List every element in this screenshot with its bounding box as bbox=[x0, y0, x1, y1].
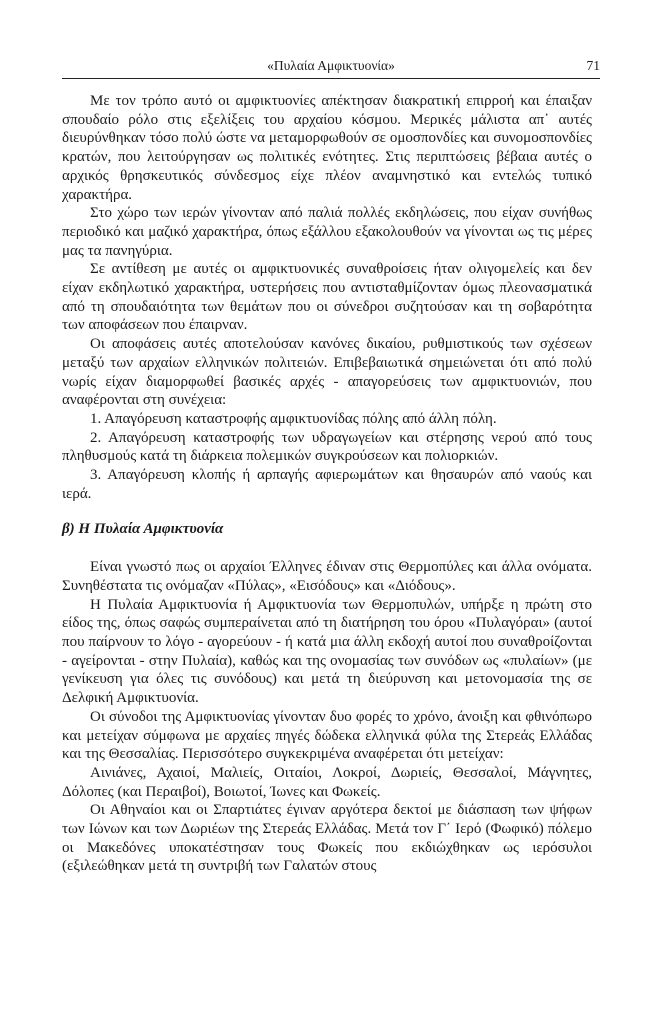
list-item: 1. Απαγόρευση καταστροφής αμφικτυονίδας πόλης από άλλη πόλη. bbox=[90, 410, 497, 427]
header-rule bbox=[62, 78, 600, 79]
paragraph: Η Πυλαία Αμφικτυονία ή Αμφικτυονία των Θερμοπυλών, υπήρξε η πρώτη στο είδος της, όπως σαφώς συμπεραίνεται από τη διατήρηση του όρου «Πυλαγόραι» (αυτοί που παίρνουν το λόγο - αγορεύουν - ή κατά μια άλλη εκδοχή αυτοί που συναθροίζονται - αγείρονται - στην Πυλαία), καθώς και της ονομασίας των συνόδων ως «πυλαίων» (με γενίκευση για όλες τις συνόδους) και μετά τη διεύρυνση και μετονομασία της σε Δελφική Αμφικτυονία. bbox=[62, 596, 592, 707]
page-number: 71 bbox=[586, 58, 600, 73]
paragraph: Οι Αθηναίοι και οι Σπαρτιάτες έγιναν αργότερα δεκτοί με διάσπαση των ψήφων των Ιώνων και των Δωριέων της Στερεάς Ελλάδας. Μετά τον Γ΄ Ιερό (Φωφικό) πόλεμο οι Μακεδόνες υποκατέστησαν τους Φωκείς που εκδιώχθηκαν ως ιερόσυλοι (εξιλεώθηκαν μετά τη συντριβή των Γαλατών στους bbox=[62, 802, 592, 875]
list-item: 3. Απαγόρευση κλοπής ή αρπαγής αφιερωμάτων και θησαυρών από ναούς και ιερά. bbox=[62, 467, 592, 502]
paragraph: Είναι γνωστό πως οι αρχαίοι Έλληνες έδιναν στις Θερμοπύλες και άλλα ονόματα. Συνηθέστατα τις ονόμαζαν «Πύλας», «Εισόδους» και «Διόδους». bbox=[62, 559, 592, 594]
running-header bbox=[62, 58, 600, 78]
list-item: 2. Απαγόρευση καταστροφής των υδραγωγείων και στέρησης νερού από τους πληθυσμούς κατά τη διάρκεια πολεμικών συγκρούσεων και πολιορκιών. bbox=[62, 429, 592, 465]
running-title: «Πυλαία Αμφικτυονία» bbox=[267, 58, 395, 73]
paragraph: Σε αντίθεση με αυτές οι αμφικτυονικές συναθροίσεις ήταν ολιγομελείς και δεν είχαν εκδηλωτικό χαρακτήρα, υστερήσεις που αντισταθμίζονταν όμως πλεονασματικά από τη σπουδαιότητα των θεμάτων που οι σύνεδροι συζητούσαν και τη σοβαρότητα των αποφάσεων που έπαιρναν. bbox=[62, 261, 592, 334]
section-heading: β) Η Πυλαία Αμφικτυονία bbox=[62, 521, 224, 538]
paragraph: Οι σύνοδοι της Αμφικτυονίας γίνονταν δυο φορές το χρόνο, άνοιξη και φθινόπωρο και μετείχαν σύμφωνα με αρχαίες πηγές δώδεκα ελληνικά φύλα της Στερεάς Ελλάδας και της Θεσσαλίας. Περισσότερο συγκεκριμένα αναφέρεται ότι μετείχαν: bbox=[62, 708, 592, 763]
body-text bbox=[62, 92, 592, 876]
paragraph: Αινιάνες, Αχαιοί, Μαλιείς, Οιταίοι, Λοκροί, Δωριείς, Θεσσαλοί, Μάγνητες, Δόλοπες (και Περαιβοί), Βοιωτοί, Ίωνες και Φωκείς. bbox=[62, 764, 592, 800]
paragraph: Στο χώρο των ιερών γίνονταν από παλιά πολλές εκδηλώσεις, που είχαν συνήθως περιοδικό και μαζικό χαρακτήρα, όπως εξάλλου εξακολουθούν να γίνονται ως τις μέρες μας τα πανηγύρια. bbox=[62, 205, 592, 259]
paragraph: Οι αποφάσεις αυτές αποτελούσαν κανόνες δικαίου, ρυθμιστικούς των σχέσεων μεταξύ των αρχαίων ελληνικών πολιτειών. Επιβεβαιωτικά σημειώνεται ότι από πολύ νωρίς είχαν διαμορφωθεί βασικές αρχές - απαγορεύσεις των αμφικτυονιών, που αναφέρονται στη συνέχεια: bbox=[62, 336, 592, 409]
paragraph: Με τον τρόπο αυτό οι αμφικτυονίες απέκτησαν διακρατική επιρροή και έπαιξαν σπουδαίο ρόλο στις εξελίξεις του αρχαίου κόσμου. Μερικές μάλιστα απ᾽ αυτές διευρύνθηκαν τόσο πολύ ώστε να μεταμορφωθούν σε ομοσπονδίες και συνομοσπονδίες κρατών, που λειτούργησαν ως πολιτικές ενότητες. Στις περιπτώσεις βέβαια αυτές ο αρχικός θρησκευτικός σύνδεσμος είχε πλέον αναμνηστικό και εντελώς τυπικό χαρακτήρα. bbox=[62, 93, 592, 203]
